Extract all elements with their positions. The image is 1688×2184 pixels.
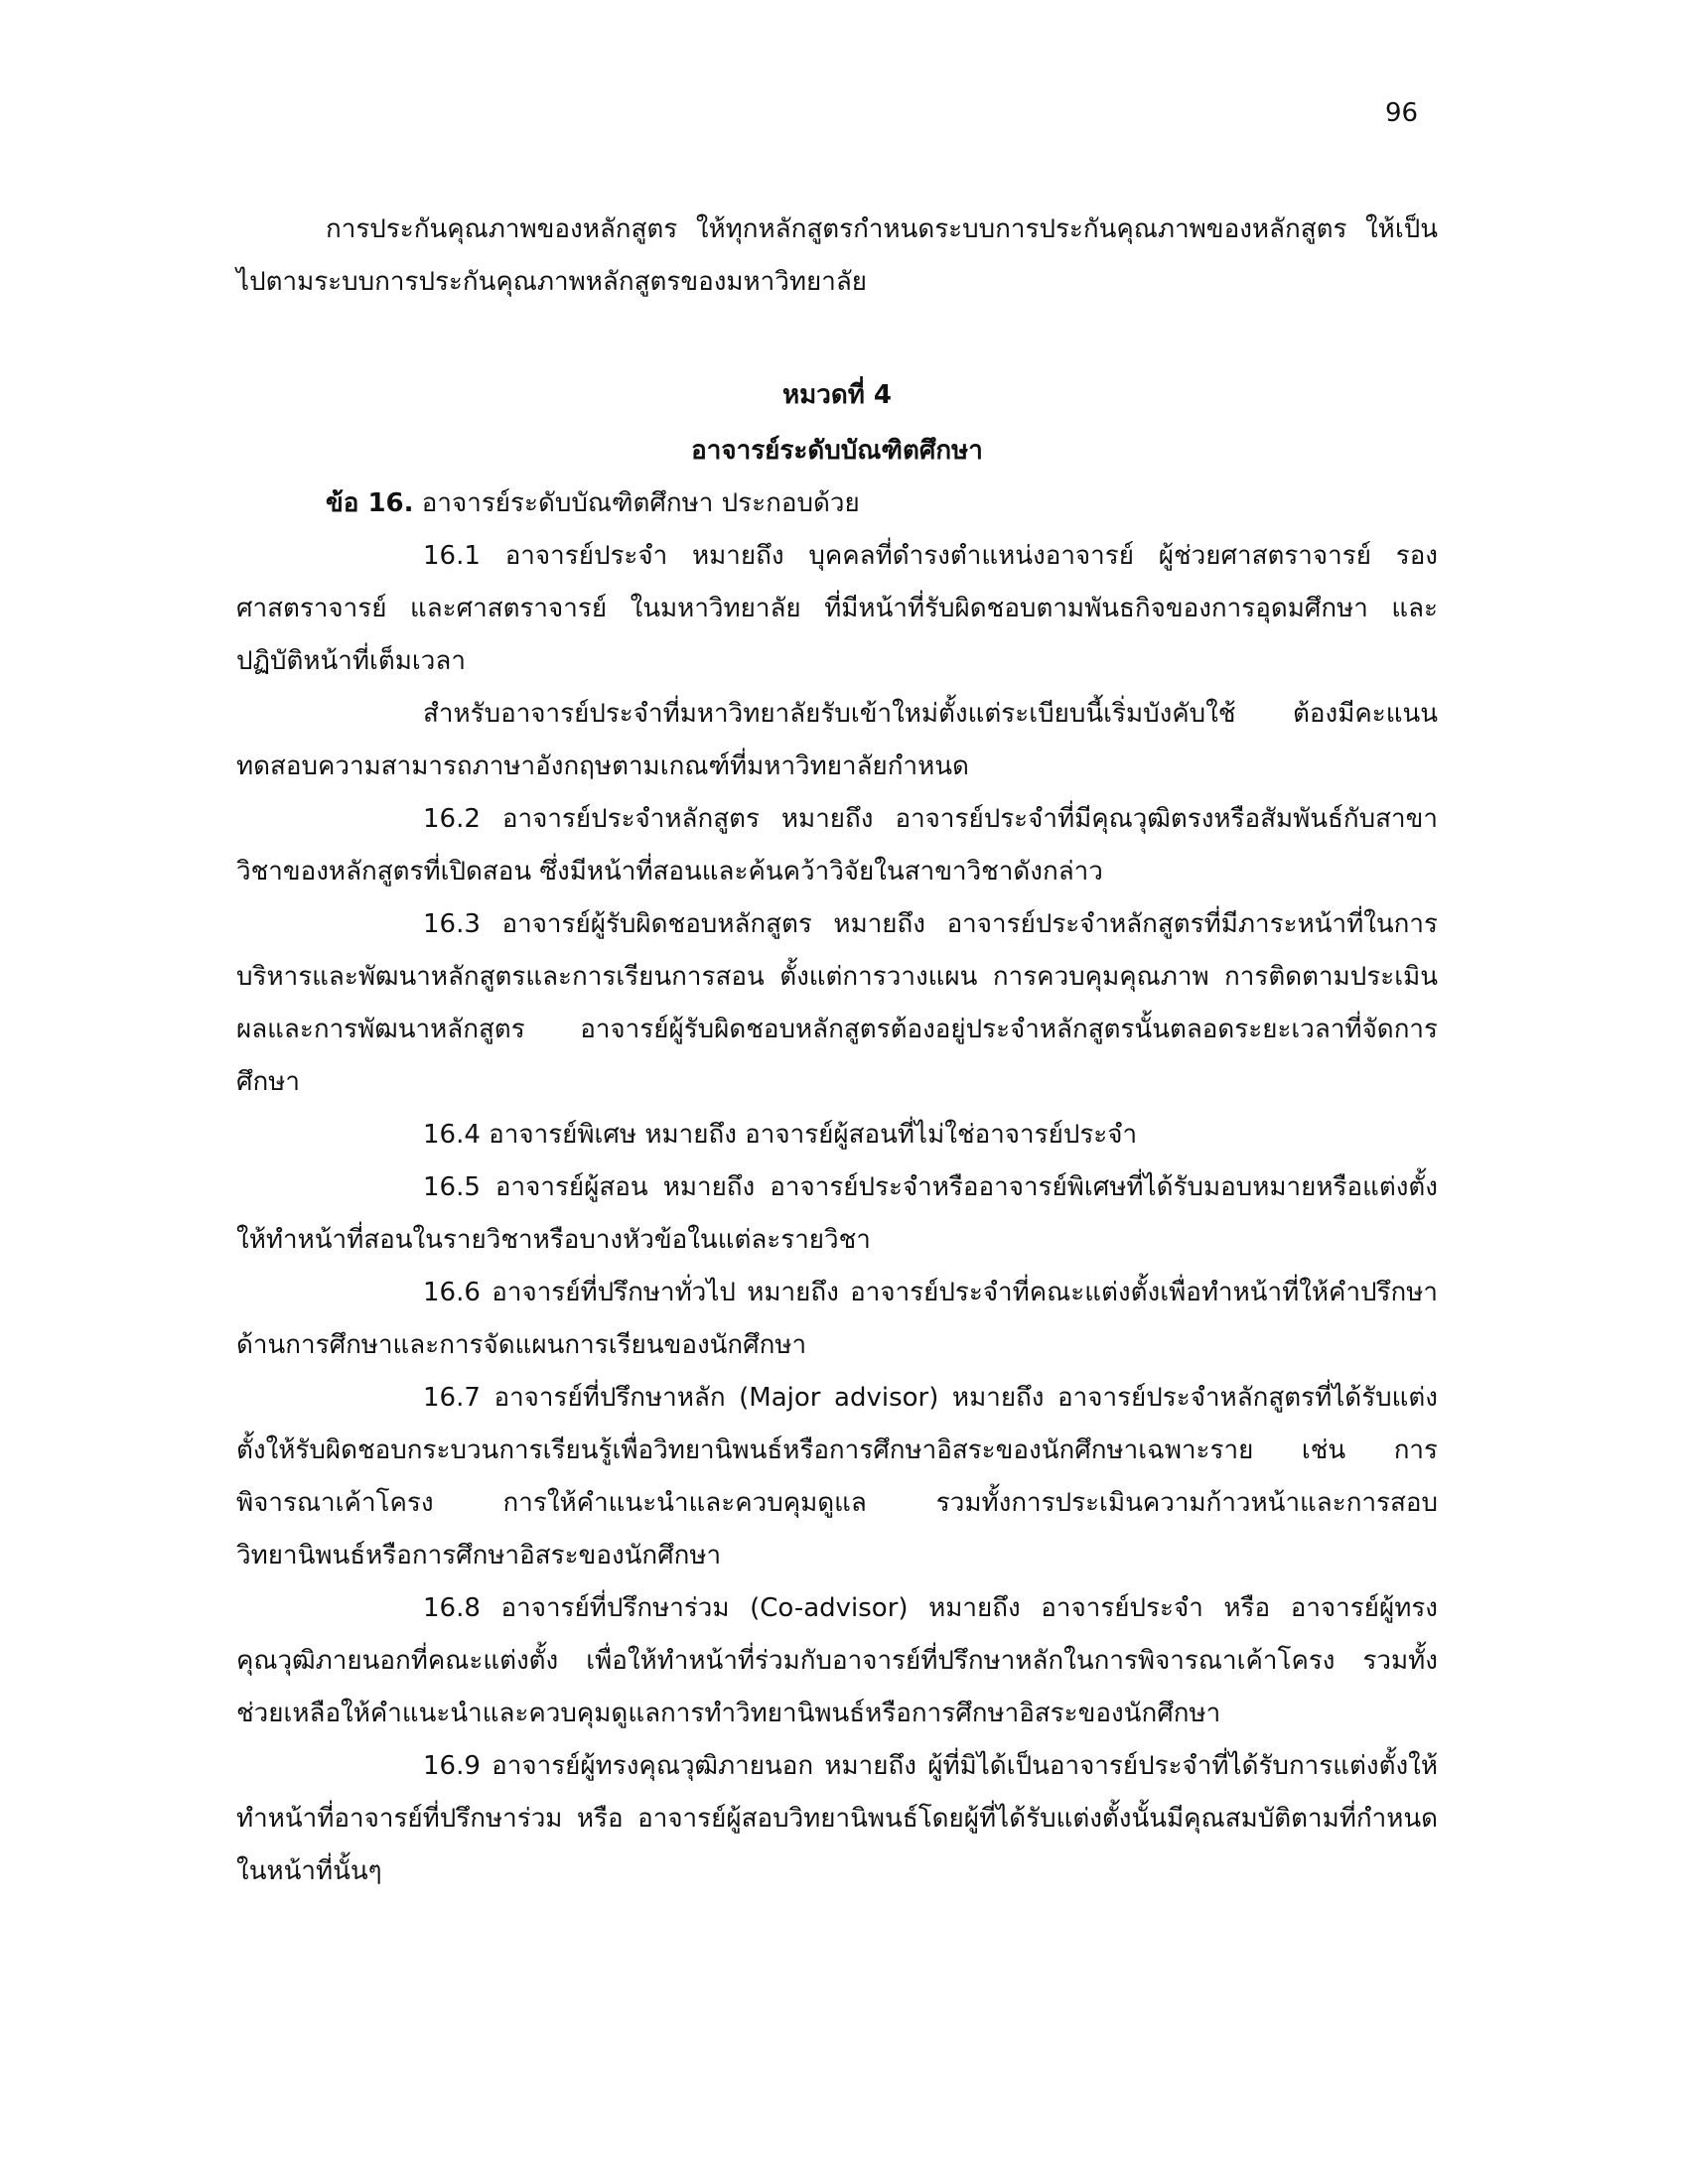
chapter-title: อาจารย์ระดับบัณฑิตศึกษา [691, 436, 983, 466]
clause-16-5: 16.5 อาจารย์ผู้สอน หมายถึง อาจารย์ประจำหรืออาจารย์พิเศษที่ได้รับมอบหมายหรือแต่งตั้งให้ทำหน้าที่สอนในรายวิชาหรือบางหัวข้อในแต่ละรายวิชา [236, 1172, 1438, 1255]
clause-16-4: 16.4 อาจารย์พิเศษ หมายถึง อาจารย์ผู้สอนที่ไม่ใช่อาจารย์ประจำ [423, 1120, 1138, 1150]
clause-16-8: 16.8 อาจารย์ที่ปรึกษาร่วม (Co-advisor) หมายถึง อาจารย์ประจำ หรือ อาจารย์ผู้ทรงคุณวุฒิภายนอกที่คณะแต่งตั้ง เพื่อให้ทำหน้าที่ร่วมกับอาจารย์ที่ปรึกษาหลักในการพิจารณาเค้าโครง รวมทั้งช่วยเหลือให้คำแนะนำและควบคุมดูแลการทำวิทยานิพนธ์หรือการศึกษาอิสระของนักศึกษา [236, 1593, 1438, 1728]
intro-block [236, 204, 1438, 309]
clause-16-2: 16.2 อาจารย์ประจำหลักสูตร หมายถึง อาจารย์ประจำที่มีคุณวุฒิตรงหรือสัมพันธ์กับสาขาวิชาของหลักสูตรที่เปิดสอน ซึ่งมีหน้าที่สอนและค้นคว้าวิจัยในสาขาวิชาดังกล่าว [236, 804, 1438, 887]
page-number: 96 [1385, 98, 1419, 128]
clause-16-7: 16.7 อาจารย์ที่ปรึกษาหลัก (Major advisor) หมายถึง อาจารย์ประจำหลักสูตรที่ได้รับแต่งตั้งให้รับผิดชอบกระบวนการเรียนรู้เพื่อวิทยานิพนธ์หรือการศึกษาอิสระของนักศึกษาเฉพาะราย เช่น การพิจารณาเค้าโครง การให้คำแนะนำและควบคุมดูแล รวมทั้งการประเมินความก้าวหน้าและการสอบวิทยานิพนธ์หรือการศึกษาอิสระของนักศึกษา [236, 1383, 1438, 1570]
intro-paragraph: การประกันคุณภาพของหลักสูตร ให้ทุกหลักสูตรกำหนดระบบการประกันคุณภาพของหลักสูตร ให้เป็นไปตามระบบการประกันคุณภาพหลักสูตรของมหาวิทยาลัย [236, 214, 1438, 297]
section-block [236, 478, 1438, 1898]
clause-16-1: 16.1 อาจารย์ประจำ หมายถึง บุคคลที่ดำรงตำแหน่งอาจารย์ ผู้ช่วยศาสตราจารย์ รองศาสตราจารย์ และศาสตราจารย์ ในมหาวิทยาลัย ที่มีหน้าที่รับผิดชอบตามพันธกิจของการอุดมศึกษา และปฏิบัติหน้าที่เต็มเวลา [236, 541, 1438, 676]
clause-16-3: 16.3 อาจารย์ผู้รับผิดชอบหลักสูตร หมายถึง อาจารย์ประจำหลักสูตรที่มีภาระหน้าที่ในการบริหารและพัฒนาหลักสูตรและการเรียนการสอน ตั้งแต่การวางแผน การควบคุมคุณภาพ การติดตามประเมินผลและการพัฒนาหลักสูตร อาจารย์ผู้รับผิดชอบหลักสูตรต้องอยู่ประจำหลักสูตรนั้นตลอดระยะเวลาที่จัดการศึกษา [236, 909, 1438, 1097]
chapter-number: หมวดที่ 4 [781, 380, 893, 410]
clause-16-9: 16.9 อาจารย์ผู้ทรงคุณวุฒิภายนอก หมายถึง ผู้ที่มิได้เป็นอาจารย์ประจำที่ได้รับการแต่งตั้งให้ทำหน้าที่อาจารย์ที่ปรึกษาร่วม หรือ อาจารย์ผู้สอบวิทยานิพนธ์โดยผู้ที่ได้รับแต่งตั้งนั้นมีคุณสมบัติตามที่กำหนดในหน้าที่นั้นๆ [236, 1751, 1438, 1886]
clause-16-1-note: สำหรับอาจารย์ประจำที่มหาวิทยาลัยรับเข้าใหม่ตั้งแต่ระเบียบนี้เริ่มบังคับใช้ ต้องมีคะแนนทดสอบความสามารถภาษาอังกฤษตามเกณฑ์ที่มหาวิทยาลัยกำหนด [236, 699, 1438, 781]
section-heading [236, 478, 1438, 530]
section-label: ข้อ 16. [326, 488, 414, 518]
clause-16-6: 16.6 อาจารย์ที่ปรึกษาทั่วไป หมายถึง อาจารย์ประจำที่คณะแต่งตั้งเพื่อทำหน้าที่ให้คำปรึกษาด้านการศึกษาและการจัดแผนการเรียนของนักศึกษา [236, 1278, 1438, 1360]
section-text: อาจารย์ระดับบัณฑิตศึกษา ประกอบด้วย [421, 488, 860, 518]
